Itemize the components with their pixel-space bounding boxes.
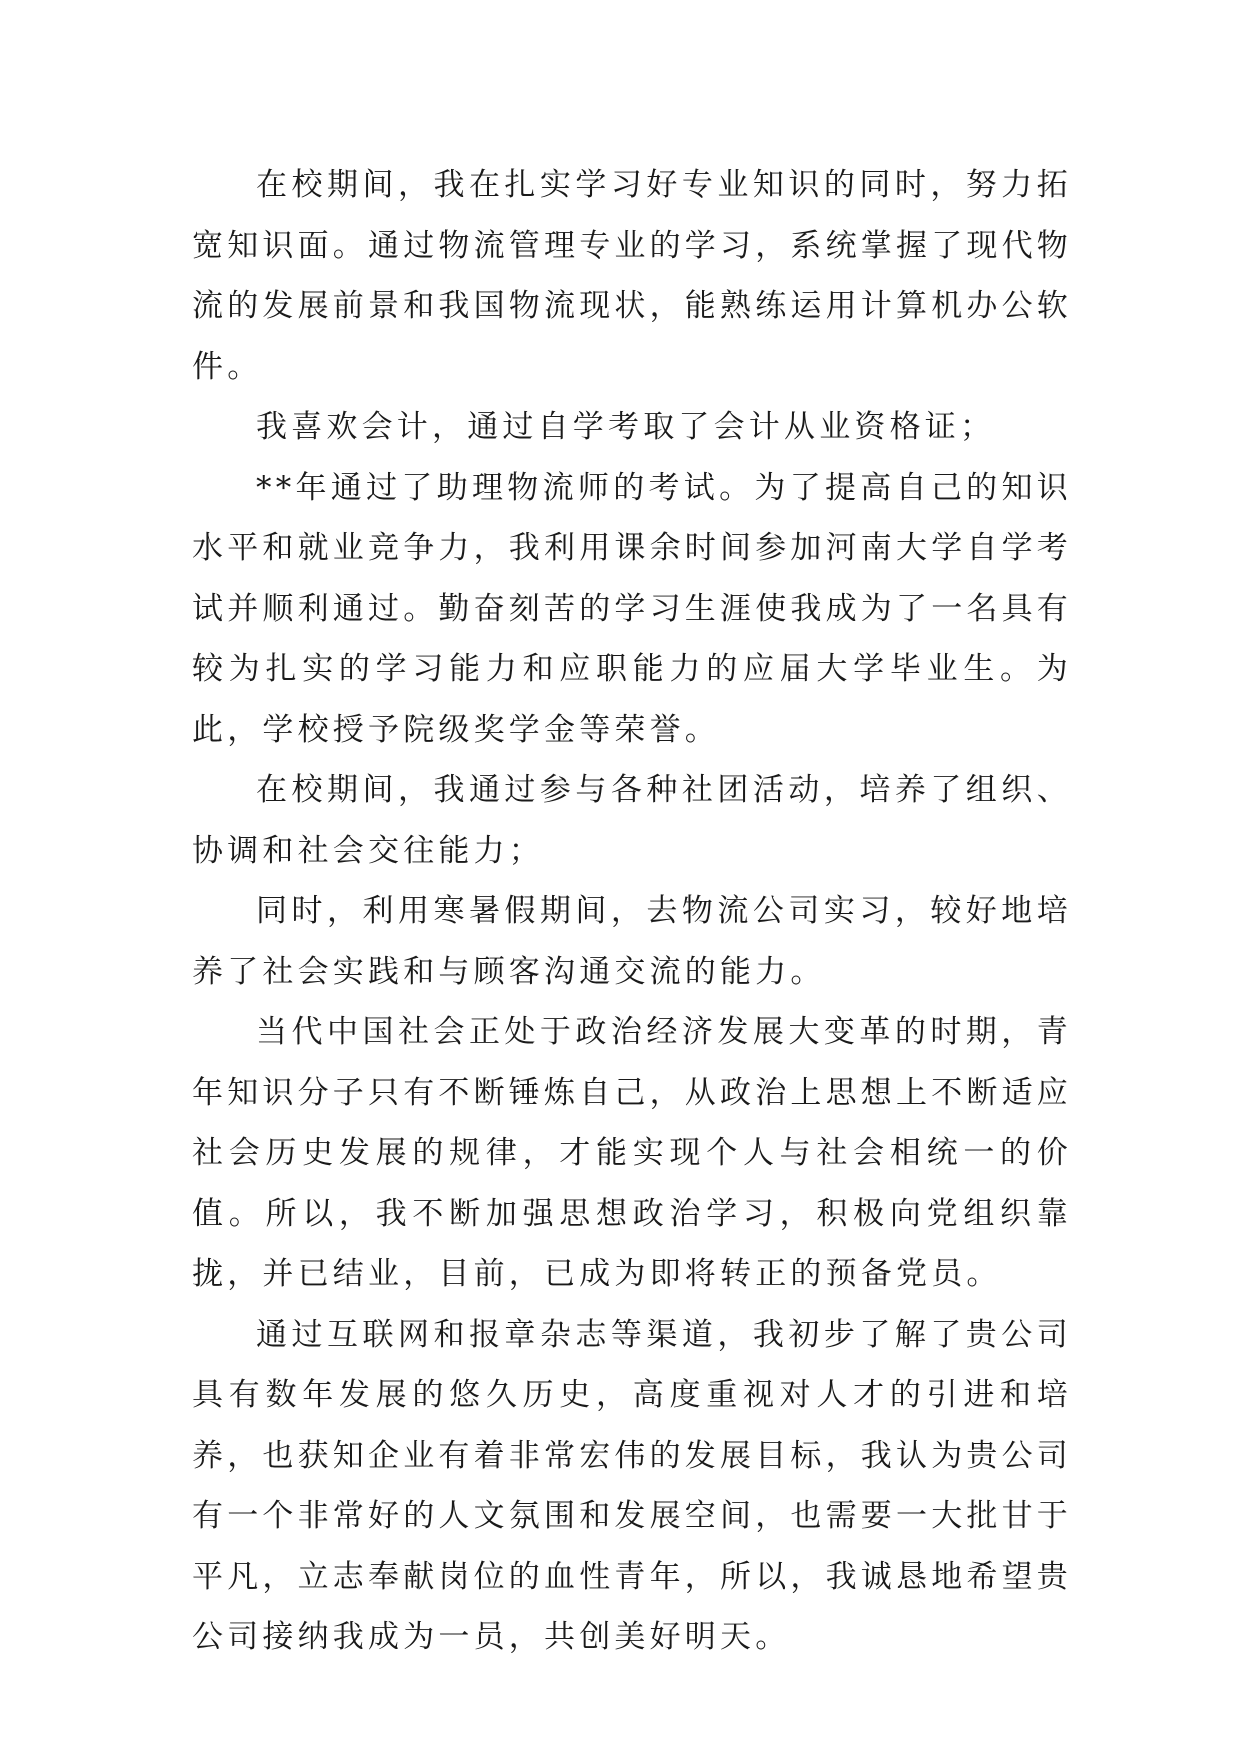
document-body xyxy=(192,155,1072,1668)
paragraph-7: 通过互联网和报章杂志等渠道，我初步了解了贵公司具有数年发展的悠久历史，高度重视对人才的引进和培养，也获知企业有着非常宏伟的发展目标，我认为贵公司有一个非常好的人文氛围和发展空间，也需要一大批甘于平凡，立志奉献岗位的血性青年，所以，我诚恳地希望贵公司接纳我成为一员，共创美好明天。 xyxy=(192,1316,1072,1655)
paragraph-1: 在校期间，我在扎实学习好专业知识的同时，努力拓宽知识面。通过物流管理专业的学习，系统掌握了现代物流的发展前景和我国物流现状，能熟练运用计算机办公软件。 xyxy=(192,167,1072,385)
paragraph-4: 在校期间，我通过参与各种社团活动，培养了组织、协调和社会交往能力； xyxy=(192,772,1072,869)
paragraph-6: 当代中国社会正处于政治经济发展大变革的时期，青年知识分子只有不断锤炼自己，从政治上思想上不断适应社会历史发展的规律，才能实现个人与社会相统一的价值。所以，我不断加强思想政治学习，积极向党组织靠拢，并已结业，目前，已成为即将转正的预备党员。 xyxy=(192,1014,1072,1292)
paragraph-5: 同时，利用寒暑假期间，去物流公司实习，较好地培养了社会实践和与顾客沟通交流的能力。 xyxy=(192,893,1072,990)
paragraph-3: **年通过了助理物流师的考试。为了提高自己的知识水平和就业竞争力，我利用课余时间参加河南大学自学考试并顺利通过。勤奋刻苦的学习生涯使我成为了一名具有较为扎实的学习能力和应职能力的应届大学毕业生。为此，学校授予院级奖学金等荣誉。 xyxy=(192,469,1072,748)
paragraph-2: 我喜欢会计，通过自学考取了会计从业资格证； xyxy=(256,409,996,445)
